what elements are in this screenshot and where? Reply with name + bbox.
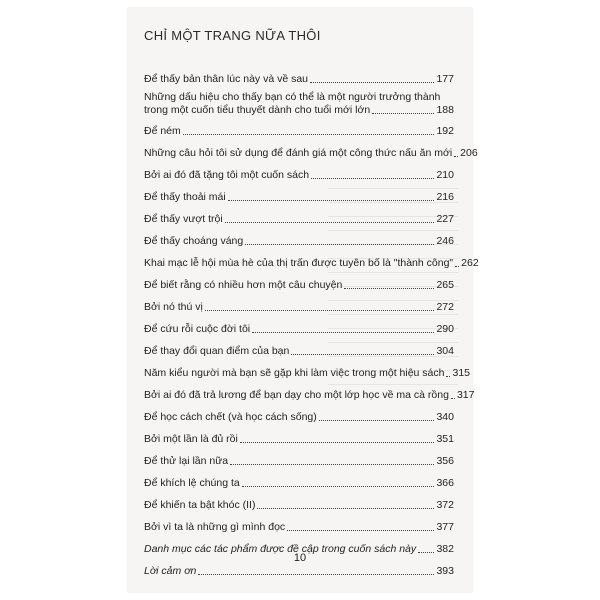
toc-entry-title: Bởi nó thú vị xyxy=(144,301,203,313)
toc-entry xyxy=(144,389,475,402)
toc-entry-title: Bởi ai đó đã tặng tôi một cuốn sách xyxy=(144,169,310,181)
toc-entry-page: 290 xyxy=(436,323,454,335)
toc-entry-page: 372 xyxy=(436,499,454,511)
dot-leader xyxy=(344,288,434,289)
toc-entry-title: Để học cách chết (và học cách sống) xyxy=(144,411,317,423)
toc-entry xyxy=(144,147,478,160)
toc-entry xyxy=(144,367,471,380)
toc-entry xyxy=(144,499,454,512)
dot-leader xyxy=(198,574,434,575)
toc-entry-page: 377 xyxy=(436,521,454,533)
toc-entry-title: Năm kiểu người mà bạn sẽ gặp khi làm việc trong một hiệu sách xyxy=(144,367,445,379)
book-page xyxy=(128,8,479,592)
toc-entry-title: Danh mục các tác phẩm được đề cập trong cuốn sách này xyxy=(144,543,417,555)
toc-entry-title: Để thấy vượt trội xyxy=(144,213,223,225)
toc-entry-page: 382 xyxy=(436,543,454,555)
toc-entry-title: Để khích lệ chúng ta xyxy=(144,477,240,489)
toc-entry-title: Bởi ai đó đã trả lương để bạn dạy cho một lớp học về ma cà rồng xyxy=(144,389,449,401)
toc-entry-title: Để ném xyxy=(144,125,181,137)
dot-leader xyxy=(230,464,434,465)
toc-entry-page: 265 xyxy=(436,279,454,291)
dot-leader xyxy=(455,266,459,267)
toc-entry xyxy=(144,477,454,490)
toc-entry-title: Bởi vì ta là những gì mình đọc xyxy=(144,521,286,533)
dot-leader xyxy=(372,113,434,114)
toc-entry-page: 340 xyxy=(436,411,454,423)
toc-entry-page: 188 xyxy=(436,104,454,116)
dot-leader xyxy=(183,134,435,135)
toc-entry xyxy=(144,169,454,182)
dot-leader xyxy=(242,486,435,487)
dot-leader xyxy=(228,200,435,201)
toc-entry xyxy=(144,213,454,226)
toc-entry-page: 351 xyxy=(436,433,454,445)
toc-entry-page: 393 xyxy=(436,565,454,577)
dot-leader xyxy=(205,310,435,311)
dot-leader xyxy=(252,332,434,333)
toc-entry-page: 192 xyxy=(436,125,454,137)
toc-entry-page: 177 xyxy=(436,73,454,85)
toc-entry xyxy=(144,455,454,468)
toc-entry-page: 210 xyxy=(436,169,454,181)
toc-entry xyxy=(144,521,454,534)
dot-leader xyxy=(287,530,434,531)
toc-entry-title: Để thay đổi quan điểm của bạn xyxy=(144,345,290,357)
toc-entry-title: Để thấy bản thân lúc này và về sau xyxy=(144,73,309,85)
toc-entry-title: Khai mạc lễ hội mùa hè của thị trấn được tuyên bố là "thành công" xyxy=(144,257,454,269)
toc-entry xyxy=(144,279,454,292)
toc-entry-page: 366 xyxy=(436,477,454,489)
dot-leader xyxy=(451,398,455,399)
table-of-contents xyxy=(144,73,479,578)
toc-entry-page: 356 xyxy=(436,455,454,467)
dot-leader xyxy=(245,244,434,245)
dot-leader xyxy=(454,156,458,157)
toc-entry xyxy=(144,235,454,248)
toc-entry-page: 262 xyxy=(461,257,479,269)
toc-entry-page: 315 xyxy=(452,367,471,379)
toc-entry-page: 206 xyxy=(460,147,478,159)
toc-entry-title: Để thấy choáng váng xyxy=(144,235,244,247)
toc-entry xyxy=(144,301,454,314)
toc-entry-title: Lời cảm ơn xyxy=(144,565,197,577)
toc-entry xyxy=(144,125,454,138)
toc-entry-page: 317 xyxy=(456,389,475,401)
toc-entry-page: 272 xyxy=(436,301,454,313)
toc-entry-title: Để khiến ta bật khóc (II) xyxy=(144,499,256,511)
toc-entry-title: Để thử lại lần nữa xyxy=(144,455,229,467)
toc-entry-page: 246 xyxy=(436,235,454,247)
toc-entry xyxy=(144,91,454,117)
toc-entry-title: Để biết rằng có nhiều hơn một câu chuyện xyxy=(144,279,343,291)
running-title: CHỈ MỘT TRANG NỮA THÔI xyxy=(144,28,321,43)
toc-entry xyxy=(144,411,454,424)
dot-leader xyxy=(225,222,435,223)
dot-leader xyxy=(257,508,434,509)
dot-leader xyxy=(319,420,435,421)
toc-entry-title: Để thấy thoải mái xyxy=(144,191,226,203)
toc-entry-page: 216 xyxy=(436,191,454,203)
dot-leader xyxy=(310,82,434,83)
toc-entry-page: 227 xyxy=(436,213,454,225)
dot-leader xyxy=(446,376,450,377)
toc-entry xyxy=(144,345,454,358)
toc-entry xyxy=(144,323,454,336)
toc-entry xyxy=(144,565,454,578)
toc-entry-title: Để cứu rỗi cuộc đời tôi xyxy=(144,323,251,335)
page-number: 10 xyxy=(293,552,307,564)
dot-leader xyxy=(240,442,435,443)
toc-entry-page: 304 xyxy=(436,345,454,357)
toc-entry xyxy=(144,73,454,86)
toc-entry xyxy=(144,433,454,446)
toc-entry-title: Những dấu hiệu cho thấy bạn có thể là một người trưởng thành xyxy=(144,91,441,103)
toc-entry-title-continued: trong một cuốn tiểu thuyết dành cho tuổi mới lớn xyxy=(144,104,371,116)
dot-leader xyxy=(291,354,434,355)
toc-entry xyxy=(144,191,454,204)
toc-entry xyxy=(144,257,479,270)
toc-entry-title: Những câu hỏi tôi sử dụng để đánh giá một công thức nấu ăn mới xyxy=(144,147,453,159)
toc-entry-title: Bởi một lần là đủ rồi xyxy=(144,433,238,445)
dot-leader xyxy=(311,178,434,179)
